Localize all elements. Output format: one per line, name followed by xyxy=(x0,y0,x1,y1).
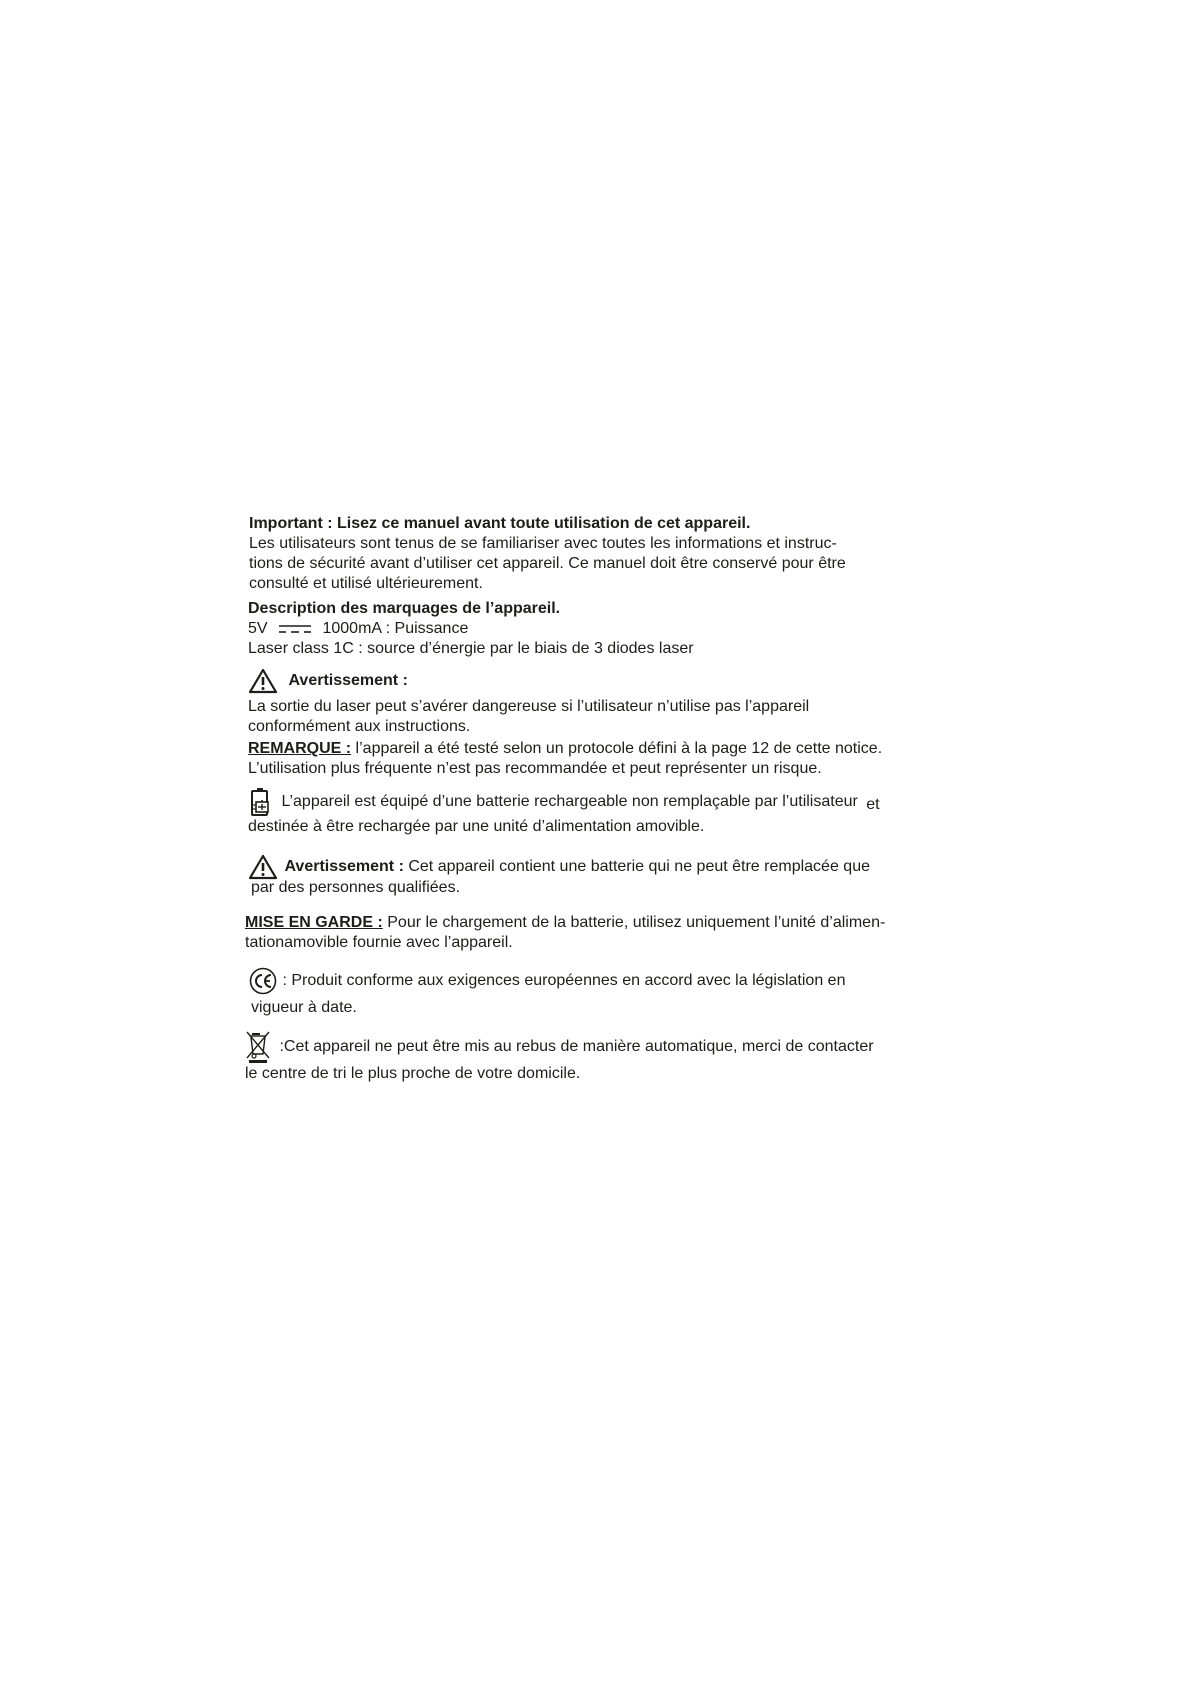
battery-section xyxy=(249,787,880,837)
important-line-1: Les utilisateurs sont tenus de se familiariser avec toutes les informations et instruc- xyxy=(249,535,837,552)
battery-line-1: L’appareil est équipé d’une batterie rechargeable non remplaçable par l’utilisateur xyxy=(281,793,858,811)
caution-row xyxy=(245,913,885,933)
warning2-line-2: par des personnes qualifiées. xyxy=(251,879,461,896)
warning2-label: Avertissement : xyxy=(284,858,404,876)
battery-line-2: destinée à être rechargée par une unité d’alimentation amovible. xyxy=(248,818,705,835)
warning-line-2: conformément aux instructions. xyxy=(248,718,471,735)
important-line-2: tions de sécurité avant d’utiliser cet appareil. Ce manuel doit être conservé pour être xyxy=(249,555,846,572)
warning-body-1 xyxy=(248,697,882,779)
warning-heading-row xyxy=(248,668,408,694)
remark-label: REMARQUE : xyxy=(248,740,352,757)
crossed-bin-icon xyxy=(245,1030,271,1064)
warning-section-2 xyxy=(248,854,870,898)
dc-symbol-icon xyxy=(278,623,312,635)
warning-heading: Avertissement : xyxy=(288,672,408,690)
weee-line-2: le centre de tri le plus proche de votre domicile. xyxy=(245,1065,581,1082)
warning-triangle-icon xyxy=(248,854,278,880)
ce-section xyxy=(248,967,845,1018)
remark-line xyxy=(248,739,882,759)
caution-section xyxy=(245,913,885,953)
ce-row xyxy=(248,967,845,995)
battery-line-1-tail: et xyxy=(866,796,880,814)
ce-mark-icon xyxy=(248,967,278,995)
remark-text: l’appareil a été testé selon un protocole défini à la page 12 de cette notice. xyxy=(351,740,883,757)
caution-text: Pour le chargement de la batterie, utilisez uniquement l’unité d’alimen- xyxy=(382,914,886,931)
warning2-text: Cet appareil contient une batterie qui ne peut être remplacée que xyxy=(403,858,870,876)
markings-section xyxy=(248,599,694,659)
ce-line-2: vigueur à date. xyxy=(251,999,357,1016)
power-voltage: 5V xyxy=(248,620,268,637)
power-rest: 1000mA : Puissance xyxy=(322,620,469,637)
warning-triangle-icon xyxy=(248,668,278,694)
battery-line-1-row xyxy=(249,787,880,817)
battery-icon xyxy=(249,787,271,817)
caution-label: MISE EN GARDE : xyxy=(245,914,383,931)
remark-line-2: L’utilisation plus fréquente n’est pas recommandée et peut représenter un risque. xyxy=(248,760,822,777)
important-section xyxy=(249,514,846,594)
markings-heading: Description des marquages de l’appareil. xyxy=(248,600,561,617)
laser-line: Laser class 1C : source d’énergie par le biais de 3 diodes laser xyxy=(248,640,694,657)
ce-line-1: : Produit conforme aux exigences européennes en accord avec la législation en xyxy=(282,972,846,990)
warning2-row xyxy=(248,854,870,880)
important-line-3: consulté et utilisé ultérieurement. xyxy=(249,575,483,592)
caution-line-2: tationamovible fournie avec l’appareil. xyxy=(245,934,513,951)
important-heading: Important : Lisez ce manuel avant toute utilisation de cet appareil. xyxy=(249,515,751,532)
power-line xyxy=(248,619,694,639)
weee-row xyxy=(245,1030,874,1064)
weee-section xyxy=(245,1030,874,1084)
warning-section-1 xyxy=(248,668,408,694)
warning-line-1: La sortie du laser peut s’avérer dangereuse si l’utilisateur n’utilise pas l’appareil xyxy=(248,698,810,715)
weee-line-1: :Cet appareil ne peut être mis au rebus de manière automatique, merci de contacter xyxy=(279,1038,874,1056)
